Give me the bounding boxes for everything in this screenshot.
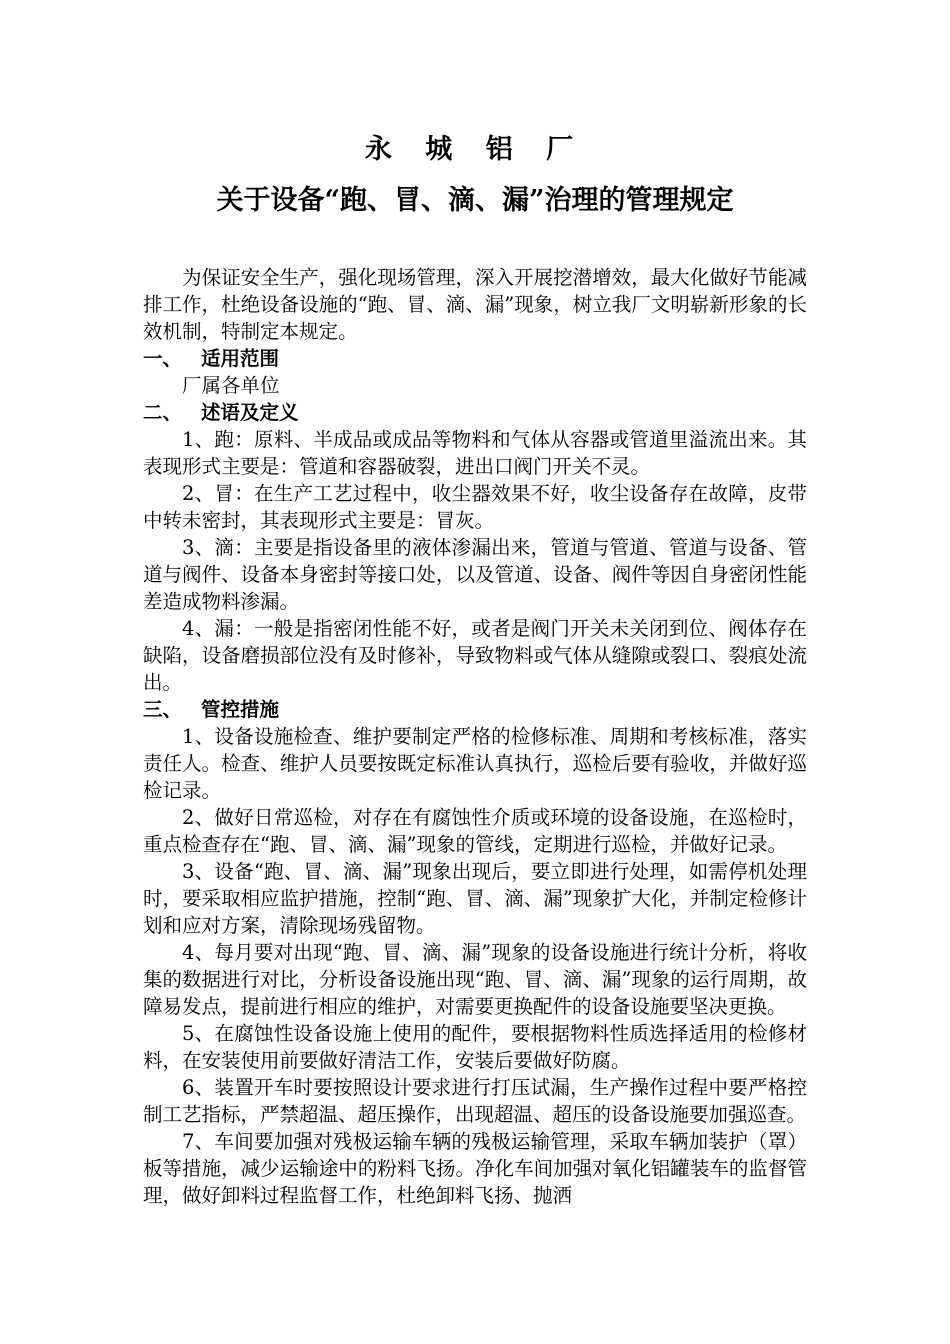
section-3-paragraph-2: 2、做好日常巡检，对存在有腐蚀性介质或环境的设备设施，在巡检时，重点检查存在“跑、冒、滴、漏”现象的管线，定期进行巡检，并做好记录。 bbox=[143, 806, 807, 856]
section-title: 述语及定义 bbox=[201, 401, 299, 424]
document-body bbox=[143, 264, 807, 1209]
section-3-paragraph-3: 3、设备“跑、冒、滴、漏”现象出现后，要立即进行处理，如需停机处理时，要采取相应监护措施，控制“跑、冒、滴、漏”现象扩大化，并制定检修计划和应对方案，清除现场残留物。 bbox=[143, 860, 807, 937]
intro-paragraph: 为保证安全生产，强化现场管理，深入开展挖潜增效，最大化做好节能减排工作，杜绝设备设施的“跑、冒、滴、漏”现象，树立我厂文明崭新形象的长效机制，特制定本规定。 bbox=[143, 266, 807, 343]
section-number: 一、 bbox=[143, 347, 183, 370]
section-3-paragraph-4: 4、每月要对出现“跑、冒、滴、漏”现象的设备设施进行统计分析，将收集的数据进行对比，分析设备设施出现“跑、冒、滴、漏”现象的运行周期，故障易发点，提前进行相应的维护，对需要更换配件的设备设施要坚决更换。 bbox=[143, 941, 807, 1018]
document-subtitle: 关于设备“跑、冒、滴、漏”治理的管理规定 bbox=[216, 185, 734, 216]
section-heading-1 bbox=[143, 345, 807, 372]
section-2-paragraph-2: 2、冒：在生产工艺过程中，收尘器效果不好，收尘设备存在故障，皮带中转未密封，其表现形式主要是：冒灰。 bbox=[143, 482, 807, 532]
section-2-paragraph-4: 4、漏：一般是指密闭性能不好，或者是阀门开关未关闭到位、阀体存在缺陷，设备磨损部位没有及时修补，导致物料或气体从缝隙或裂口、裂痕处流出。 bbox=[143, 617, 807, 694]
section-3-paragraph-1: 1、设备设施检查、维护要制定严格的检修标准、周期和考核标准，落实责任人。检查、维护人员要按既定标准认真执行，巡检后要有验收，并做好巡检记录。 bbox=[143, 725, 807, 802]
section-3-paragraph-7: 7、车间要加强对残极运输车辆的残极运输管理，采取车辆加装护（罩）板等措施，减少运输途中的粉料飞扬。净化车间加强对氧化铝罐装车的监督管理，做好卸料过程监督工作，杜绝卸料飞扬、抛洒 bbox=[143, 1130, 807, 1207]
section-number: 二、 bbox=[143, 401, 183, 424]
section-3-paragraph-6: 6、装置开车时要按照设计要求进行打压试漏，生产操作过程中要严格控制工艺指标，严禁超温、超压操作，出现超温、超压的设备设施要加强巡查。 bbox=[143, 1076, 807, 1126]
section-number: 三、 bbox=[143, 698, 183, 721]
section-heading-2 bbox=[143, 399, 807, 426]
document-title: 永 城 铝 厂 bbox=[364, 134, 586, 165]
section-3-paragraph-5: 5、在腐蚀性设备设施上使用的配件，要根据物料性质选择适用的检修材料，在安装使用前要做好清洁工作，安装后要做好防腐。 bbox=[143, 1022, 807, 1072]
section-title: 适用范围 bbox=[201, 347, 280, 370]
section-2-paragraph-1: 1、跑：原料、半成品或成品等物料和气体从容器或管道里溢流出来。其表现形式主要是：管道和容器破裂，进出口阀门开关不灵。 bbox=[143, 428, 807, 478]
section-title: 管控措施 bbox=[201, 698, 280, 721]
section-heading-3 bbox=[143, 696, 807, 723]
section-1-paragraph-1: 厂属各单位 bbox=[182, 374, 280, 397]
section-2-paragraph-3: 3、滴：主要是指设备里的液体渗漏出来，管道与管道、管道与设备、管道与阀件、设备本身密封等接口处，以及管道、设备、阀件等因自身密闭性能差造成物料渗漏。 bbox=[143, 536, 807, 613]
